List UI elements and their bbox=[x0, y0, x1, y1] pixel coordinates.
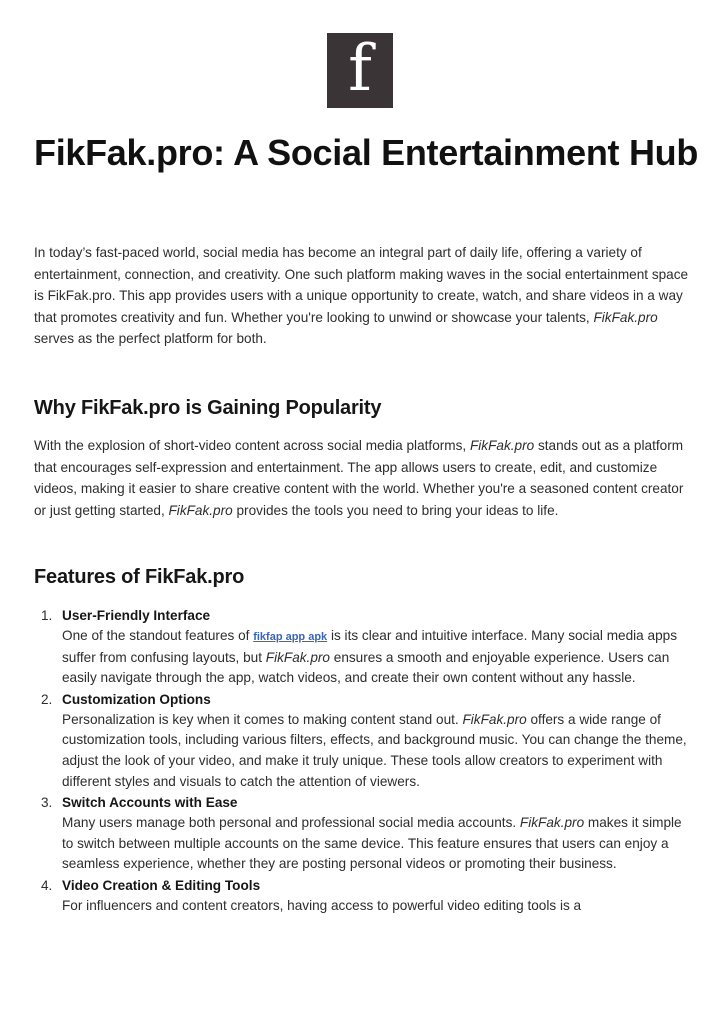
feature-number: 3. bbox=[41, 795, 53, 811]
feature-body bbox=[62, 710, 694, 792]
feature-title: Customization Options bbox=[62, 691, 211, 707]
intro-emphasis: FikFak.pro bbox=[593, 309, 658, 325]
feature-title: User-Friendly Interface bbox=[62, 608, 211, 623]
feature-text: For influencers and content creators, having access to powerful video editing tools is a bbox=[62, 897, 582, 913]
feature-emphasis: FikFak.pro bbox=[519, 815, 585, 831]
popularity-text-1: With the explosion of short-video content across social media platforms, bbox=[34, 438, 470, 453]
feature-text: ensures a smooth and enjoyable experience. Users can easily navigate through the app, watch videos, and create their own content without any hassle. bbox=[62, 649, 670, 686]
intro-paragraph bbox=[34, 242, 689, 350]
feature-title: Switch Accounts with Ease bbox=[62, 795, 238, 811]
feature-body bbox=[62, 626, 694, 689]
features-list bbox=[34, 605, 694, 917]
feature-emphasis: FikFak.pro bbox=[265, 649, 330, 665]
feature-body bbox=[62, 813, 694, 875]
popularity-emphasis-2: FikFak.pro bbox=[168, 502, 233, 518]
intro-text: In today’s fast-paced world, social media has become an integral part of daily life, offering a variety of entertainment, connection, and creativity. One such platform making waves in the social entertainment space is FikFak.pro. This app provides users with a unique opportunity to create, watch, and share videos in a way that promotes creativity and fun. Whether you're looking to unwind or showcase your talents, bbox=[34, 245, 689, 325]
popularity-emphasis-1: FikFak.pro bbox=[469, 438, 535, 453]
feature-item-1 bbox=[34, 605, 694, 689]
section-heading-features: Features of FikFak.pro bbox=[34, 566, 245, 588]
feature-item-3 bbox=[34, 792, 694, 875]
popularity-paragraph bbox=[34, 435, 689, 521]
popularity-text-3: provides the tools you need to bring your ideas to life. bbox=[232, 502, 559, 518]
fikfap-app-apk-link[interactable]: fikfap app apk bbox=[253, 631, 328, 643]
feature-number: 2. bbox=[41, 691, 53, 707]
section-heading-popularity: Why FikFak.pro is Gaining Popularity bbox=[34, 397, 382, 419]
brand-logo-f-icon: f bbox=[348, 31, 372, 106]
feature-text: One of the standout features of bbox=[62, 628, 254, 643]
feature-body bbox=[62, 896, 694, 917]
feature-text: Many users manage both personal and professional social media accounts. bbox=[62, 815, 520, 831]
page-title: FikFak.pro: A Social Entertainment Hub bbox=[34, 132, 699, 173]
feature-text: makes it simple to switch between multiple accounts on the same device. This feature ensures that users can enjoy a seamless experience, whether they are posting personal videos or promoting their business. bbox=[62, 815, 682, 872]
feature-item-4 bbox=[34, 875, 694, 917]
intro-text-end: serves as the perfect platform for both. bbox=[34, 331, 267, 347]
feature-number: 4. bbox=[41, 877, 53, 893]
feature-text: Personalization is key when it comes to making content stand out. bbox=[62, 711, 463, 727]
feature-title: Video Creation & Editing Tools bbox=[62, 877, 261, 893]
popularity-text-2: stands out as a platform that encourages self-expression and entertainment. The app allows users to create, edit, and customize videos, making it easier to share creative content with the world. Whether you're a seasoned content creator or just getting started, bbox=[34, 438, 684, 518]
feature-emphasis: FikFak.pro bbox=[462, 711, 527, 727]
feature-text: is its clear and intuitive interface. Many social media apps suffer from confusing layouts, but bbox=[62, 628, 677, 665]
feature-text: offers a wide range of customization tools, including various filters, effects, and background music. You can change the theme, adjust the look of your video, and make it truly unique. These tools allow creators to experiment with different styles and visuals to catch the attention of viewers. bbox=[62, 711, 687, 789]
feature-number: 1. bbox=[41, 608, 53, 623]
brand-logo bbox=[327, 33, 393, 108]
feature-item-2 bbox=[34, 689, 694, 792]
